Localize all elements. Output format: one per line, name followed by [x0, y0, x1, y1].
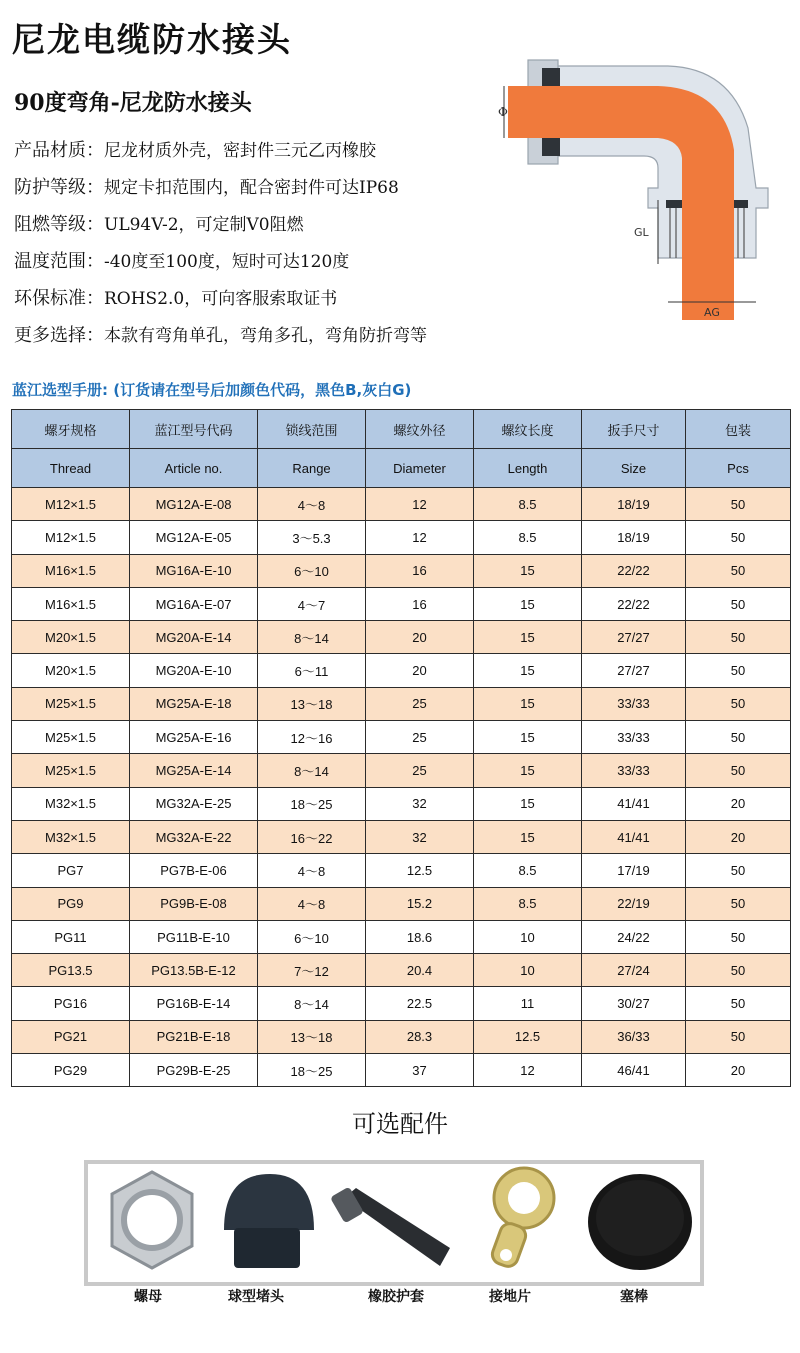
table-cell: 18～25 [258, 1054, 366, 1087]
table-cell: 24/22 [582, 920, 686, 953]
table-cell: MG16A-E-07 [130, 587, 258, 620]
page-title: 尼龙电缆防水接头 [12, 20, 292, 59]
table-cell: 50 [686, 920, 791, 953]
table-cell: 15 [474, 687, 582, 720]
col-range-cn: 锁线范围 [258, 410, 366, 449]
table-cell: 32 [366, 820, 474, 853]
table-cell: 12.5 [474, 1020, 582, 1053]
table-cell: 50 [686, 554, 791, 587]
header-row-en [12, 449, 791, 488]
cable [508, 86, 734, 320]
spec-list [14, 132, 534, 354]
spec-key: 环保标准： [14, 288, 104, 309]
table-cell: M25×1.5 [12, 687, 130, 720]
spec-table [11, 409, 791, 1087]
dome-plug-icon [206, 1160, 326, 1280]
spec-item [14, 132, 534, 169]
table-row [12, 854, 791, 887]
table-cell: 50 [686, 721, 791, 754]
table-cell: MG12A-E-08 [130, 488, 258, 521]
col-article: Article no. [130, 449, 258, 488]
table-row [12, 1020, 791, 1053]
table-cell: M32×1.5 [12, 820, 130, 853]
table-cell: M12×1.5 [12, 521, 130, 554]
spec-item [14, 280, 534, 317]
table-cell: 15 [474, 820, 582, 853]
table-cell: PG13.5 [12, 954, 130, 987]
table-cell: 12～16 [258, 721, 366, 754]
table-cell: 27/27 [582, 621, 686, 654]
table-cell: 10 [474, 954, 582, 987]
sealing-plug-icon [578, 1160, 698, 1280]
table-row [12, 721, 791, 754]
table-row [12, 488, 791, 521]
col-thread: Thread [12, 449, 130, 488]
table-cell: 15 [474, 654, 582, 687]
accessory-label-sealing-plug: 塞棒 [620, 1289, 648, 1305]
table-row [12, 987, 791, 1020]
table-cell: 8.5 [474, 521, 582, 554]
table-cell: 18.6 [366, 920, 474, 953]
table-cell: 30/27 [582, 987, 686, 1020]
table-cell: 27/24 [582, 954, 686, 987]
spec-value: -40度至100度，短时可达120度 [104, 252, 350, 272]
table-row [12, 554, 791, 587]
accessory-label-nut: 螺母 [134, 1289, 162, 1305]
table-cell: M12×1.5 [12, 488, 130, 521]
table-cell: 50 [686, 954, 791, 987]
table-cell: 6～11 [258, 654, 366, 687]
spec-value: 本款有弯角单孔，弯角多孔，弯角防折弯等 [104, 326, 427, 346]
grounding-tab-icon [466, 1160, 586, 1280]
spec-value: 尼龙材质外壳，密封件三元乙丙橡胶 [104, 141, 376, 161]
table-cell: 4～7 [258, 587, 366, 620]
table-cell: 22/22 [582, 587, 686, 620]
table-cell: M20×1.5 [12, 621, 130, 654]
table-cell: 15 [474, 621, 582, 654]
table-cell: 50 [686, 521, 791, 554]
table-cell: 13～18 [258, 1020, 366, 1053]
table-cell: 6～10 [258, 920, 366, 953]
table-cell: 12 [474, 1054, 582, 1087]
table-cell: PG29B-E-25 [130, 1054, 258, 1087]
col-thread-cn: 螺牙规格 [12, 410, 130, 449]
table-row [12, 954, 791, 987]
table-cell: 50 [686, 488, 791, 521]
table-cell: 15 [474, 787, 582, 820]
table-cell: 8～14 [258, 754, 366, 787]
table-cell: 50 [686, 621, 791, 654]
col-size: Size [582, 449, 686, 488]
table-cell: 50 [686, 754, 791, 787]
table-row [12, 521, 791, 554]
table-cell: 25 [366, 754, 474, 787]
table-cell: PG21B-E-18 [130, 1020, 258, 1053]
table-cell: 25 [366, 721, 474, 754]
spec-value: 规定卡扣范围内，配合密封件可达IP68 [104, 178, 399, 198]
table-cell: 18～25 [258, 787, 366, 820]
table-header [12, 410, 791, 488]
phi-label: Φ [498, 105, 508, 119]
hex-nut-icon [92, 1160, 212, 1280]
table-cell: MG32A-E-22 [130, 820, 258, 853]
table-cell: M16×1.5 [12, 554, 130, 587]
col-size-cn: 扳手尺寸 [582, 410, 686, 449]
table-cell: MG12A-E-05 [130, 521, 258, 554]
table-cell: M32×1.5 [12, 787, 130, 820]
table-row [12, 587, 791, 620]
table-cell: 33/33 [582, 687, 686, 720]
table-cell: 32 [366, 787, 474, 820]
spec-value: UL94V-2，可定制V0阻燃 [104, 215, 304, 235]
table-cell: 15 [474, 587, 582, 620]
table-cell: MG20A-E-10 [130, 654, 258, 687]
table-cell: 15 [474, 554, 582, 587]
table-body [12, 488, 791, 1087]
table-cell: 18/19 [582, 488, 686, 521]
table-cell: 13～18 [258, 687, 366, 720]
table-cell: M16×1.5 [12, 587, 130, 620]
table-cell: 16 [366, 554, 474, 587]
table-cell: 50 [686, 687, 791, 720]
table-row [12, 654, 791, 687]
table-cell: 36/33 [582, 1020, 686, 1053]
accessory-label-grounding-tab: 接地片 [489, 1289, 531, 1305]
table-cell: 20 [686, 820, 791, 853]
table-cell: PG7B-E-06 [130, 854, 258, 887]
selection-manual-title: 蓝江选型手册: (订货请在型号后加颜色代码，黑色B,灰白G) [12, 381, 412, 399]
table-cell: 20 [686, 1054, 791, 1087]
table-row [12, 920, 791, 953]
table-cell: MG20A-E-14 [130, 621, 258, 654]
table-cell: MG25A-E-14 [130, 754, 258, 787]
spec-value: ROHS2.0，可向客服索取证书 [104, 289, 338, 309]
table-cell: 22/19 [582, 887, 686, 920]
ag-label: AG [704, 306, 720, 319]
table-cell: 20 [686, 787, 791, 820]
table-cell: 33/33 [582, 754, 686, 787]
table-cell: 20 [366, 654, 474, 687]
table-cell: MG16A-E-10 [130, 554, 258, 587]
table-cell: 15.2 [366, 887, 474, 920]
spec-key: 产品材质： [14, 140, 104, 161]
table-cell: M20×1.5 [12, 654, 130, 687]
table-cell: PG11 [12, 920, 130, 953]
table-cell: PG16 [12, 987, 130, 1020]
elbow-connector-diagram [498, 58, 788, 320]
table-cell: 50 [686, 887, 791, 920]
table-cell: PG9B-E-08 [130, 887, 258, 920]
spec-item [14, 243, 534, 280]
accessory-label-dome-plug: 球型堵头 [228, 1289, 284, 1305]
table-cell: 8.5 [474, 854, 582, 887]
table-cell: 4～8 [258, 488, 366, 521]
table-cell: 3～5.3 [258, 521, 366, 554]
gl-label: GL [634, 226, 649, 239]
table-cell: 12 [366, 521, 474, 554]
table-cell: 46/41 [582, 1054, 686, 1087]
table-cell: MG32A-E-25 [130, 787, 258, 820]
table-cell: 33/33 [582, 721, 686, 754]
table-cell: 41/41 [582, 820, 686, 853]
header-row-cn [12, 410, 791, 449]
table-cell: PG7 [12, 854, 130, 887]
table-cell: 18/19 [582, 521, 686, 554]
col-pcs: Pcs [686, 449, 791, 488]
table-cell: 8.5 [474, 887, 582, 920]
product-subtitle: 90度弯角-尼龙防水接头 [14, 90, 252, 116]
table-row [12, 687, 791, 720]
table-cell: 8～14 [258, 987, 366, 1020]
spec-key: 防护等级： [14, 177, 104, 198]
col-length-cn: 螺纹长度 [474, 410, 582, 449]
spec-item [14, 317, 534, 354]
table-cell: 50 [686, 1020, 791, 1053]
table-cell: 20.4 [366, 954, 474, 987]
table-row [12, 887, 791, 920]
table-cell: 22.5 [366, 987, 474, 1020]
table-cell: 17/19 [582, 854, 686, 887]
table-cell: 12.5 [366, 854, 474, 887]
table-row [12, 621, 791, 654]
table-row [12, 820, 791, 853]
table-cell: 8～14 [258, 621, 366, 654]
table-cell: 28.3 [366, 1020, 474, 1053]
table-cell: 50 [686, 987, 791, 1020]
table-cell: 16 [366, 587, 474, 620]
col-diameter: Diameter [366, 449, 474, 488]
table-cell: 22/22 [582, 554, 686, 587]
spec-item [14, 206, 534, 243]
table-cell: 8.5 [474, 488, 582, 521]
spec-key: 更多选择： [14, 325, 104, 346]
table-row [12, 754, 791, 787]
table-cell: 25 [366, 687, 474, 720]
table-cell: PG21 [12, 1020, 130, 1053]
col-length: Length [474, 449, 582, 488]
table-cell: 41/41 [582, 787, 686, 820]
table-cell: 4～8 [258, 887, 366, 920]
table-cell: 15 [474, 721, 582, 754]
col-pcs-cn: 包装 [686, 410, 791, 449]
spec-item [14, 169, 534, 206]
table-cell: PG11B-E-10 [130, 920, 258, 953]
rubber-sleeve-icon [330, 1160, 450, 1280]
table-cell: 15 [474, 754, 582, 787]
table-cell: M25×1.5 [12, 721, 130, 754]
table-cell: 10 [474, 920, 582, 953]
table-cell: 4～8 [258, 854, 366, 887]
table-cell: PG13.5B-E-12 [130, 954, 258, 987]
spec-key: 温度范围： [14, 251, 104, 272]
table-cell: MG25A-E-18 [130, 687, 258, 720]
accessory-label-rubber-sleeve: 橡胶护套 [368, 1289, 424, 1305]
table-cell: 12 [366, 488, 474, 521]
table-cell: 50 [686, 854, 791, 887]
table-cell: PG29 [12, 1054, 130, 1087]
col-article-cn: 蓝江型号代码 [130, 410, 258, 449]
table-cell: 7～12 [258, 954, 366, 987]
table-cell: 37 [366, 1054, 474, 1087]
table-row [12, 1054, 791, 1087]
table-cell: PG16B-E-14 [130, 987, 258, 1020]
table-cell: M25×1.5 [12, 754, 130, 787]
table-cell: MG25A-E-16 [130, 721, 258, 754]
table-cell: 16～22 [258, 820, 366, 853]
table-cell: PG9 [12, 887, 130, 920]
table-cell: 50 [686, 587, 791, 620]
table-cell: 11 [474, 987, 582, 1020]
col-range: Range [258, 449, 366, 488]
table-cell: 6～10 [258, 554, 366, 587]
table-cell: 50 [686, 654, 791, 687]
table-cell: 20 [366, 621, 474, 654]
table-row [12, 787, 791, 820]
table-cell: 27/27 [582, 654, 686, 687]
spec-key: 阻燃等级： [14, 214, 104, 235]
accessories-title: 可选配件 [352, 1110, 448, 1138]
col-diameter-cn: 螺纹外径 [366, 410, 474, 449]
